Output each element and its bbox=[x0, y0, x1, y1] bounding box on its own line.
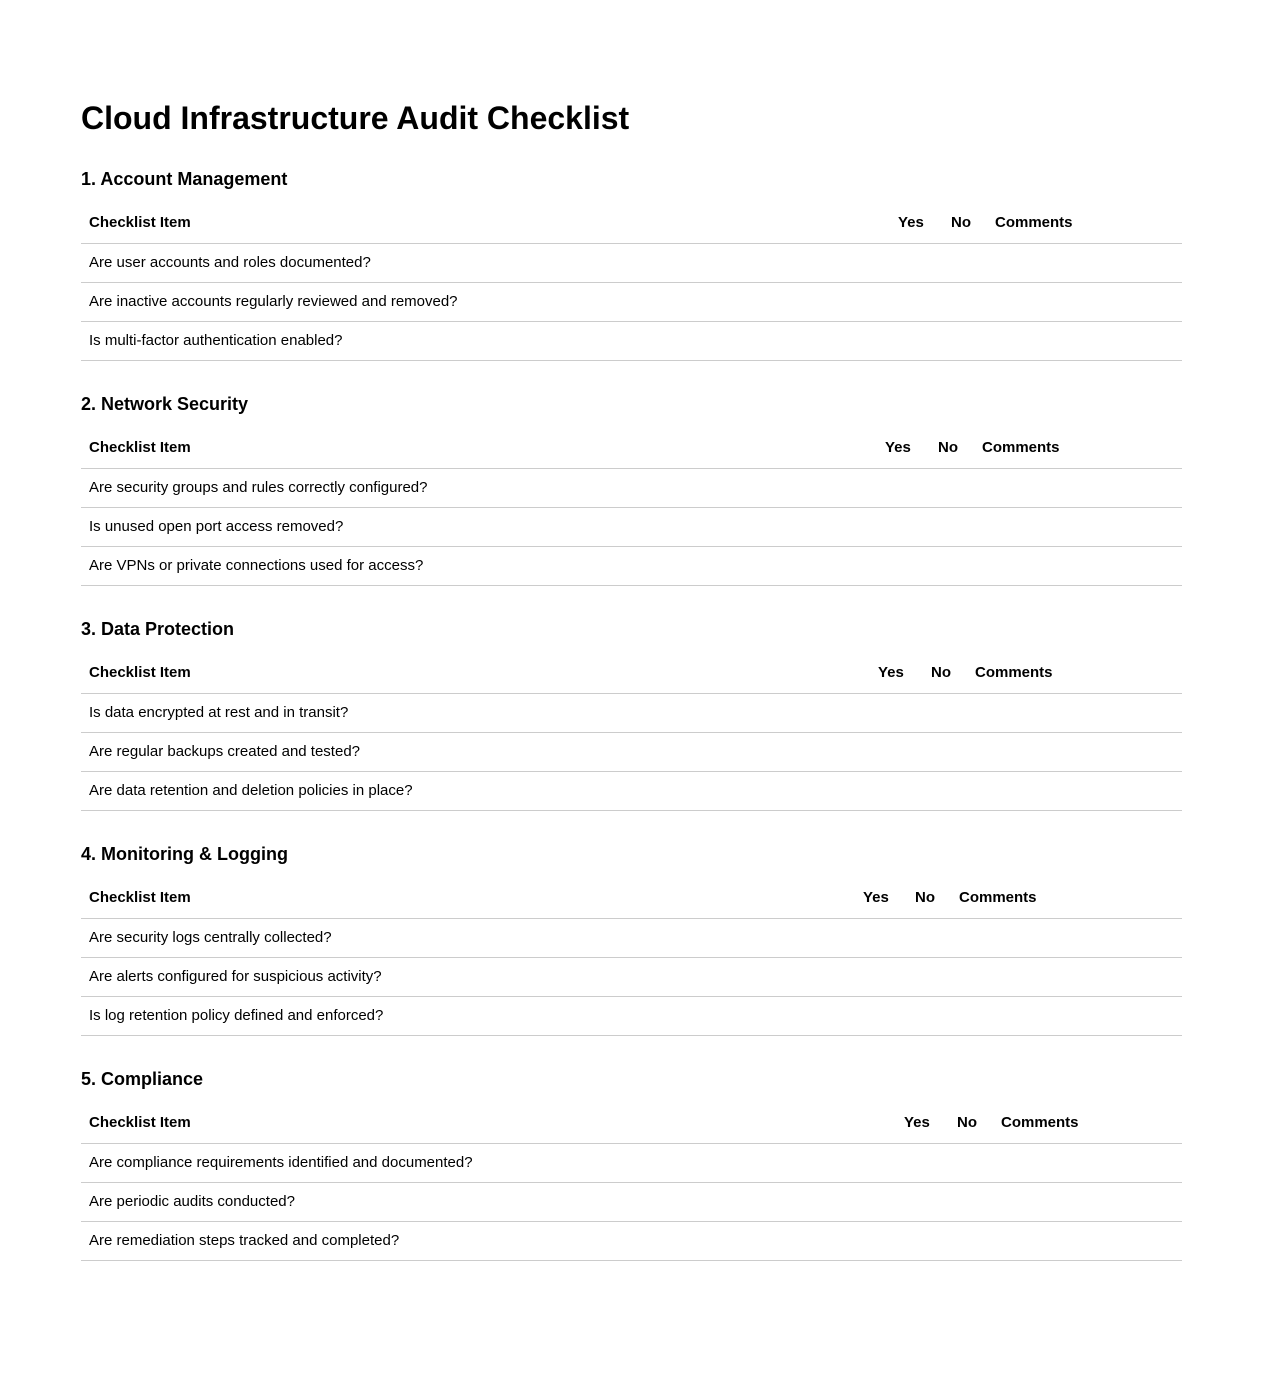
checklist-item: Are alerts configured for suspicious activity? bbox=[89, 968, 382, 985]
page-title: Cloud Infrastructure Audit Checklist bbox=[81, 100, 630, 136]
comments-cell[interactable] bbox=[982, 547, 1182, 585]
checklist-section bbox=[81, 843, 1182, 1036]
checklist-item: Is data encrypted at rest and in transit? bbox=[89, 704, 349, 721]
yes-cell[interactable] bbox=[863, 919, 908, 957]
column-header-comments: Comments bbox=[959, 889, 1037, 906]
table-row bbox=[81, 508, 1182, 547]
checklist-item: Is multi-factor authentication enabled? bbox=[89, 332, 343, 349]
no-cell[interactable] bbox=[938, 508, 978, 546]
column-header-no: No bbox=[957, 1114, 977, 1131]
table-row bbox=[81, 1183, 1182, 1222]
checklist-item: Are regular backups created and tested? bbox=[89, 743, 361, 760]
checklist-section bbox=[81, 618, 1182, 811]
table-header bbox=[81, 429, 1182, 469]
column-header-yes: Yes bbox=[885, 439, 911, 456]
section-heading: 2. Network Security bbox=[81, 394, 249, 414]
checklist-item: Is log retention policy defined and enforced? bbox=[89, 1007, 384, 1024]
table-header bbox=[81, 654, 1182, 694]
table-row bbox=[81, 919, 1182, 958]
column-header-no: No bbox=[938, 439, 958, 456]
column-header-item: Checklist Item bbox=[89, 214, 191, 231]
table-row bbox=[81, 322, 1182, 361]
no-cell[interactable] bbox=[957, 1144, 997, 1182]
section-heading: 4. Monitoring & Logging bbox=[81, 844, 288, 864]
column-header-comments: Comments bbox=[995, 214, 1073, 231]
comments-cell[interactable] bbox=[982, 508, 1182, 546]
checklist-item: Are compliance requirements identified and documented? bbox=[89, 1154, 473, 1171]
yes-cell[interactable] bbox=[898, 244, 943, 282]
comments-cell[interactable] bbox=[1001, 1144, 1182, 1182]
comments-cell[interactable] bbox=[959, 958, 1182, 996]
column-header-comments: Comments bbox=[1001, 1114, 1079, 1131]
no-cell[interactable] bbox=[951, 322, 991, 360]
checklist-section bbox=[81, 393, 1182, 586]
yes-cell[interactable] bbox=[904, 1222, 949, 1260]
comments-cell[interactable] bbox=[1001, 1222, 1182, 1260]
table-row bbox=[81, 1222, 1182, 1261]
column-header-no: No bbox=[931, 664, 951, 681]
checklist-item: Are security groups and rules correctly configured? bbox=[89, 479, 428, 496]
table-header bbox=[81, 204, 1182, 244]
checklist-item: Are data retention and deletion policies in place? bbox=[89, 782, 413, 799]
checklist-item: Are security logs centrally collected? bbox=[89, 929, 332, 946]
comments-cell[interactable] bbox=[1001, 1183, 1182, 1221]
no-cell[interactable] bbox=[938, 547, 978, 585]
no-cell[interactable] bbox=[951, 283, 991, 321]
column-header-yes: Yes bbox=[904, 1114, 930, 1131]
yes-cell[interactable] bbox=[878, 772, 923, 810]
table-row bbox=[81, 469, 1182, 508]
comments-cell[interactable] bbox=[995, 322, 1182, 360]
comments-cell[interactable] bbox=[995, 244, 1182, 282]
no-cell[interactable] bbox=[915, 919, 955, 957]
table-row bbox=[81, 547, 1182, 586]
no-cell[interactable] bbox=[938, 469, 978, 507]
section-heading: 3. Data Protection bbox=[81, 619, 235, 639]
table-row bbox=[81, 1144, 1182, 1183]
checklist-item: Are remediation steps tracked and completed? bbox=[89, 1232, 400, 1249]
no-cell[interactable] bbox=[931, 733, 971, 771]
yes-cell[interactable] bbox=[904, 1144, 949, 1182]
checklist-item: Are VPNs or private connections used for access? bbox=[89, 557, 424, 574]
no-cell[interactable] bbox=[931, 772, 971, 810]
yes-cell[interactable] bbox=[878, 733, 923, 771]
column-header-comments: Comments bbox=[975, 664, 1053, 681]
yes-cell[interactable] bbox=[898, 322, 943, 360]
no-cell[interactable] bbox=[915, 958, 955, 996]
comments-cell[interactable] bbox=[995, 283, 1182, 321]
column-header-item: Checklist Item bbox=[89, 1114, 191, 1131]
yes-cell[interactable] bbox=[904, 1183, 949, 1221]
yes-cell[interactable] bbox=[885, 508, 930, 546]
checklist-section bbox=[81, 168, 1182, 361]
yes-cell[interactable] bbox=[885, 547, 930, 585]
checklist-section bbox=[81, 1068, 1182, 1261]
comments-cell[interactable] bbox=[959, 997, 1182, 1035]
no-cell[interactable] bbox=[951, 244, 991, 282]
yes-cell[interactable] bbox=[863, 958, 908, 996]
comments-cell[interactable] bbox=[982, 469, 1182, 507]
column-header-comments: Comments bbox=[982, 439, 1060, 456]
column-header-item: Checklist Item bbox=[89, 439, 191, 456]
checklist-item: Are periodic audits conducted? bbox=[89, 1193, 295, 1210]
column-header-no: No bbox=[951, 214, 971, 231]
comments-cell[interactable] bbox=[975, 694, 1182, 732]
table-row bbox=[81, 244, 1182, 283]
table-row bbox=[81, 958, 1182, 997]
no-cell[interactable] bbox=[957, 1183, 997, 1221]
table-row bbox=[81, 733, 1182, 772]
column-header-yes: Yes bbox=[898, 214, 924, 231]
section-heading: 1. Account Management bbox=[81, 169, 288, 189]
yes-cell[interactable] bbox=[878, 694, 923, 732]
table-row bbox=[81, 772, 1182, 811]
table-row bbox=[81, 997, 1182, 1036]
column-header-no: No bbox=[915, 889, 935, 906]
no-cell[interactable] bbox=[915, 997, 955, 1035]
column-header-item: Checklist Item bbox=[89, 664, 191, 681]
column-header-yes: Yes bbox=[863, 889, 889, 906]
comments-cell[interactable] bbox=[975, 772, 1182, 810]
no-cell[interactable] bbox=[931, 694, 971, 732]
yes-cell[interactable] bbox=[885, 469, 930, 507]
column-header-item: Checklist Item bbox=[89, 889, 191, 906]
column-header-yes: Yes bbox=[878, 664, 904, 681]
table-header bbox=[81, 1104, 1182, 1144]
checklist-item: Are inactive accounts regularly reviewed and removed? bbox=[89, 293, 458, 310]
table-header bbox=[81, 879, 1182, 919]
comments-cell[interactable] bbox=[975, 733, 1182, 771]
no-cell[interactable] bbox=[957, 1222, 997, 1260]
checklist-item: Is unused open port access removed? bbox=[89, 518, 344, 535]
yes-cell[interactable] bbox=[898, 283, 943, 321]
yes-cell[interactable] bbox=[863, 997, 908, 1035]
section-heading: 5. Compliance bbox=[81, 1069, 204, 1089]
comments-cell[interactable] bbox=[959, 919, 1182, 957]
table-row bbox=[81, 694, 1182, 733]
checklist-item: Are user accounts and roles documented? bbox=[89, 254, 371, 271]
table-row bbox=[81, 283, 1182, 322]
